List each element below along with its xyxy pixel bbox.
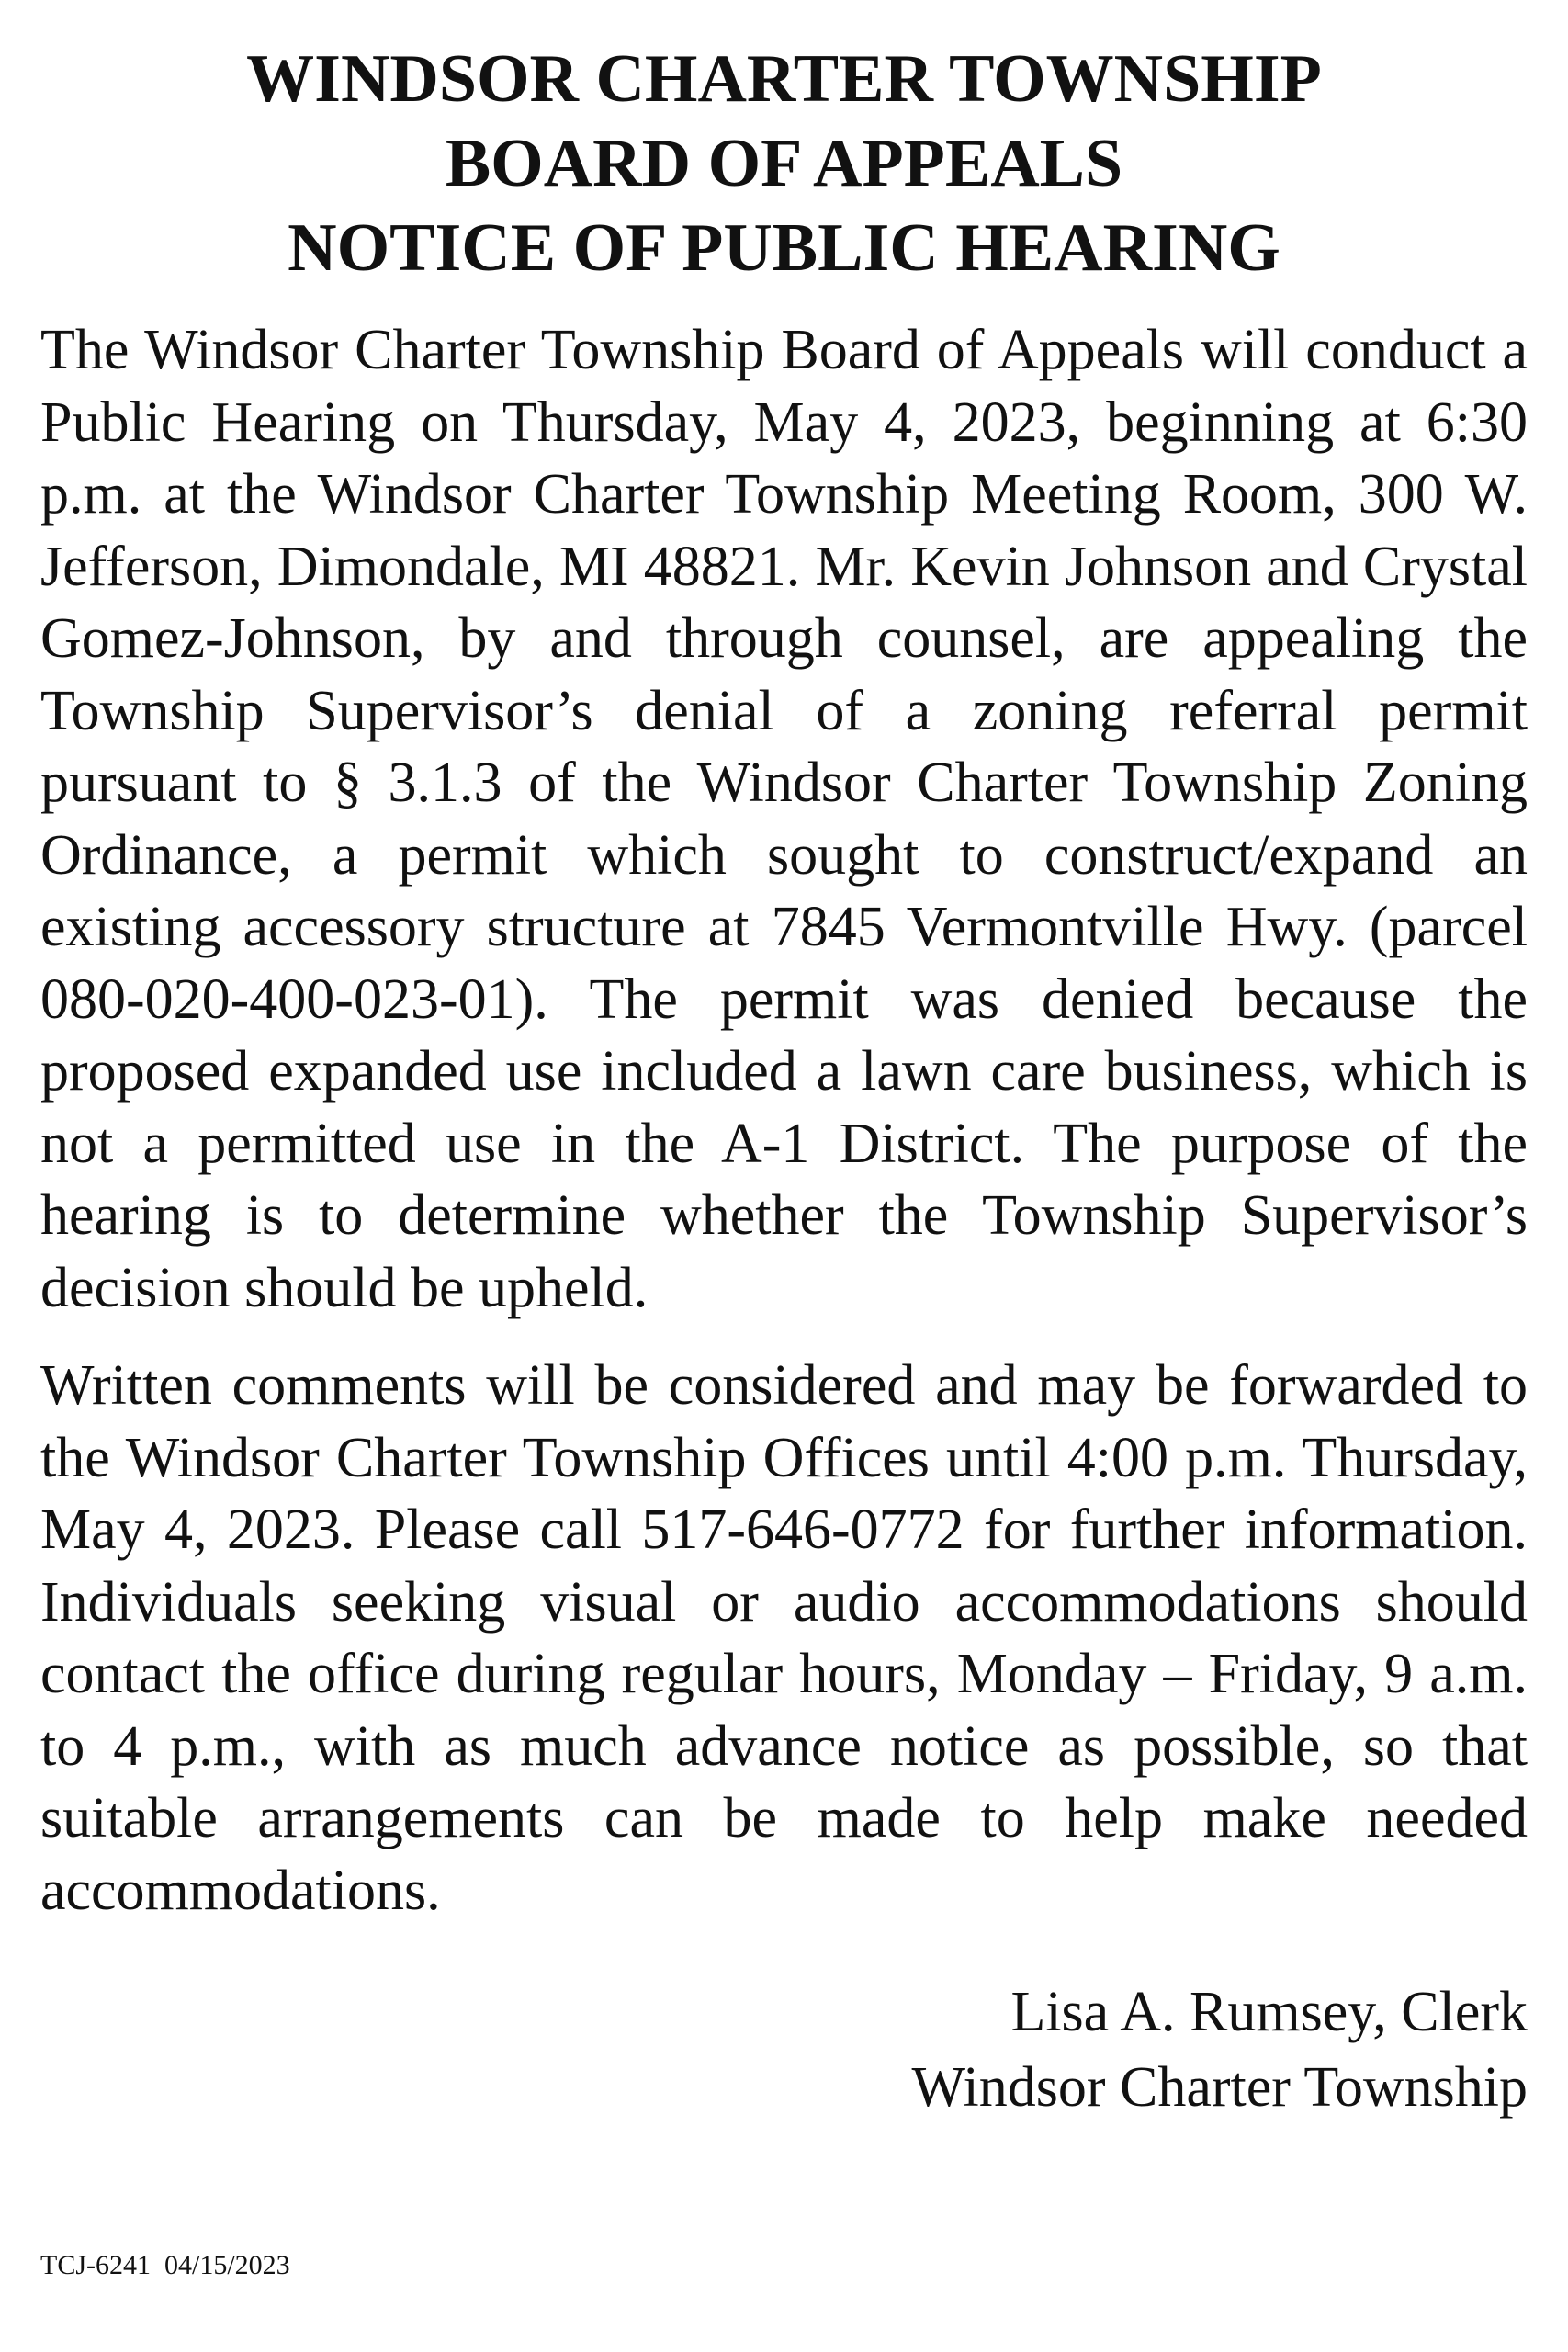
clerk-name: Lisa A. Rumsey, Clerk — [1010, 1981, 1528, 2043]
reference-code: TCJ-6241 — [40, 2250, 151, 2280]
clerk-organization: Windsor Charter Township — [911, 2056, 1528, 2119]
hearing-details-paragraph: The Windsor Charter Township Board of Appeals will conduct a Public Hearing on Thursday, May 4, 2023, beginning at 6:30 p.m. at the Windsor Charter Township Meeting Room, 300 W. Jefferson, Dimondale, MI 48821. Mr. Kevin Johnson and Crystal Gomez-Johnson, by and through counsel, are appealing the Township Supervisor’s denial of a zoning referral permit pursuant to § 3.1.3 of the Windsor Charter Township Zoning Ordinance, a permit which sought to construct/expand an existing accessory structure at 7845 Vermontville Hwy. (parcel 080-020-400-023-01). The permit was denied because the proposed expanded use included a lawn care business, which is not a permitted use in the A-1 District. The purpose of the hearing is to determine whether the Township Supervisor’s decision should be upheld. — [40, 319, 1528, 1319]
publication-reference — [40, 2249, 290, 2282]
heading-line-notice: NOTICE OF PUBLIC HEARING — [288, 210, 1280, 286]
heading-line-board: BOARD OF APPEALS — [445, 126, 1123, 201]
written-comments-paragraph: Written comments will be considered and may be forwarded to the Windsor Charter Township Offices until 4:00 p.m. Thursday, May 4, 2023. Please call 517-646-0772 for further information. Individuals seeking visual or audio accommodations should contact the office during regular hours, Monday – Friday, 9 a.m. to 4 p.m., with as much advance notice as possible, so that suitable arrangements can be made to help make needed accommodations. — [40, 1354, 1528, 1922]
reference-date: 04/15/2023 — [164, 2250, 290, 2280]
heading-line-township: WINDSOR CHARTER TOWNSHIP — [246, 41, 1322, 117]
public-notice — [40, 37, 1528, 2315]
notice-heading — [40, 37, 1528, 290]
signature-block — [40, 1974, 1528, 2125]
